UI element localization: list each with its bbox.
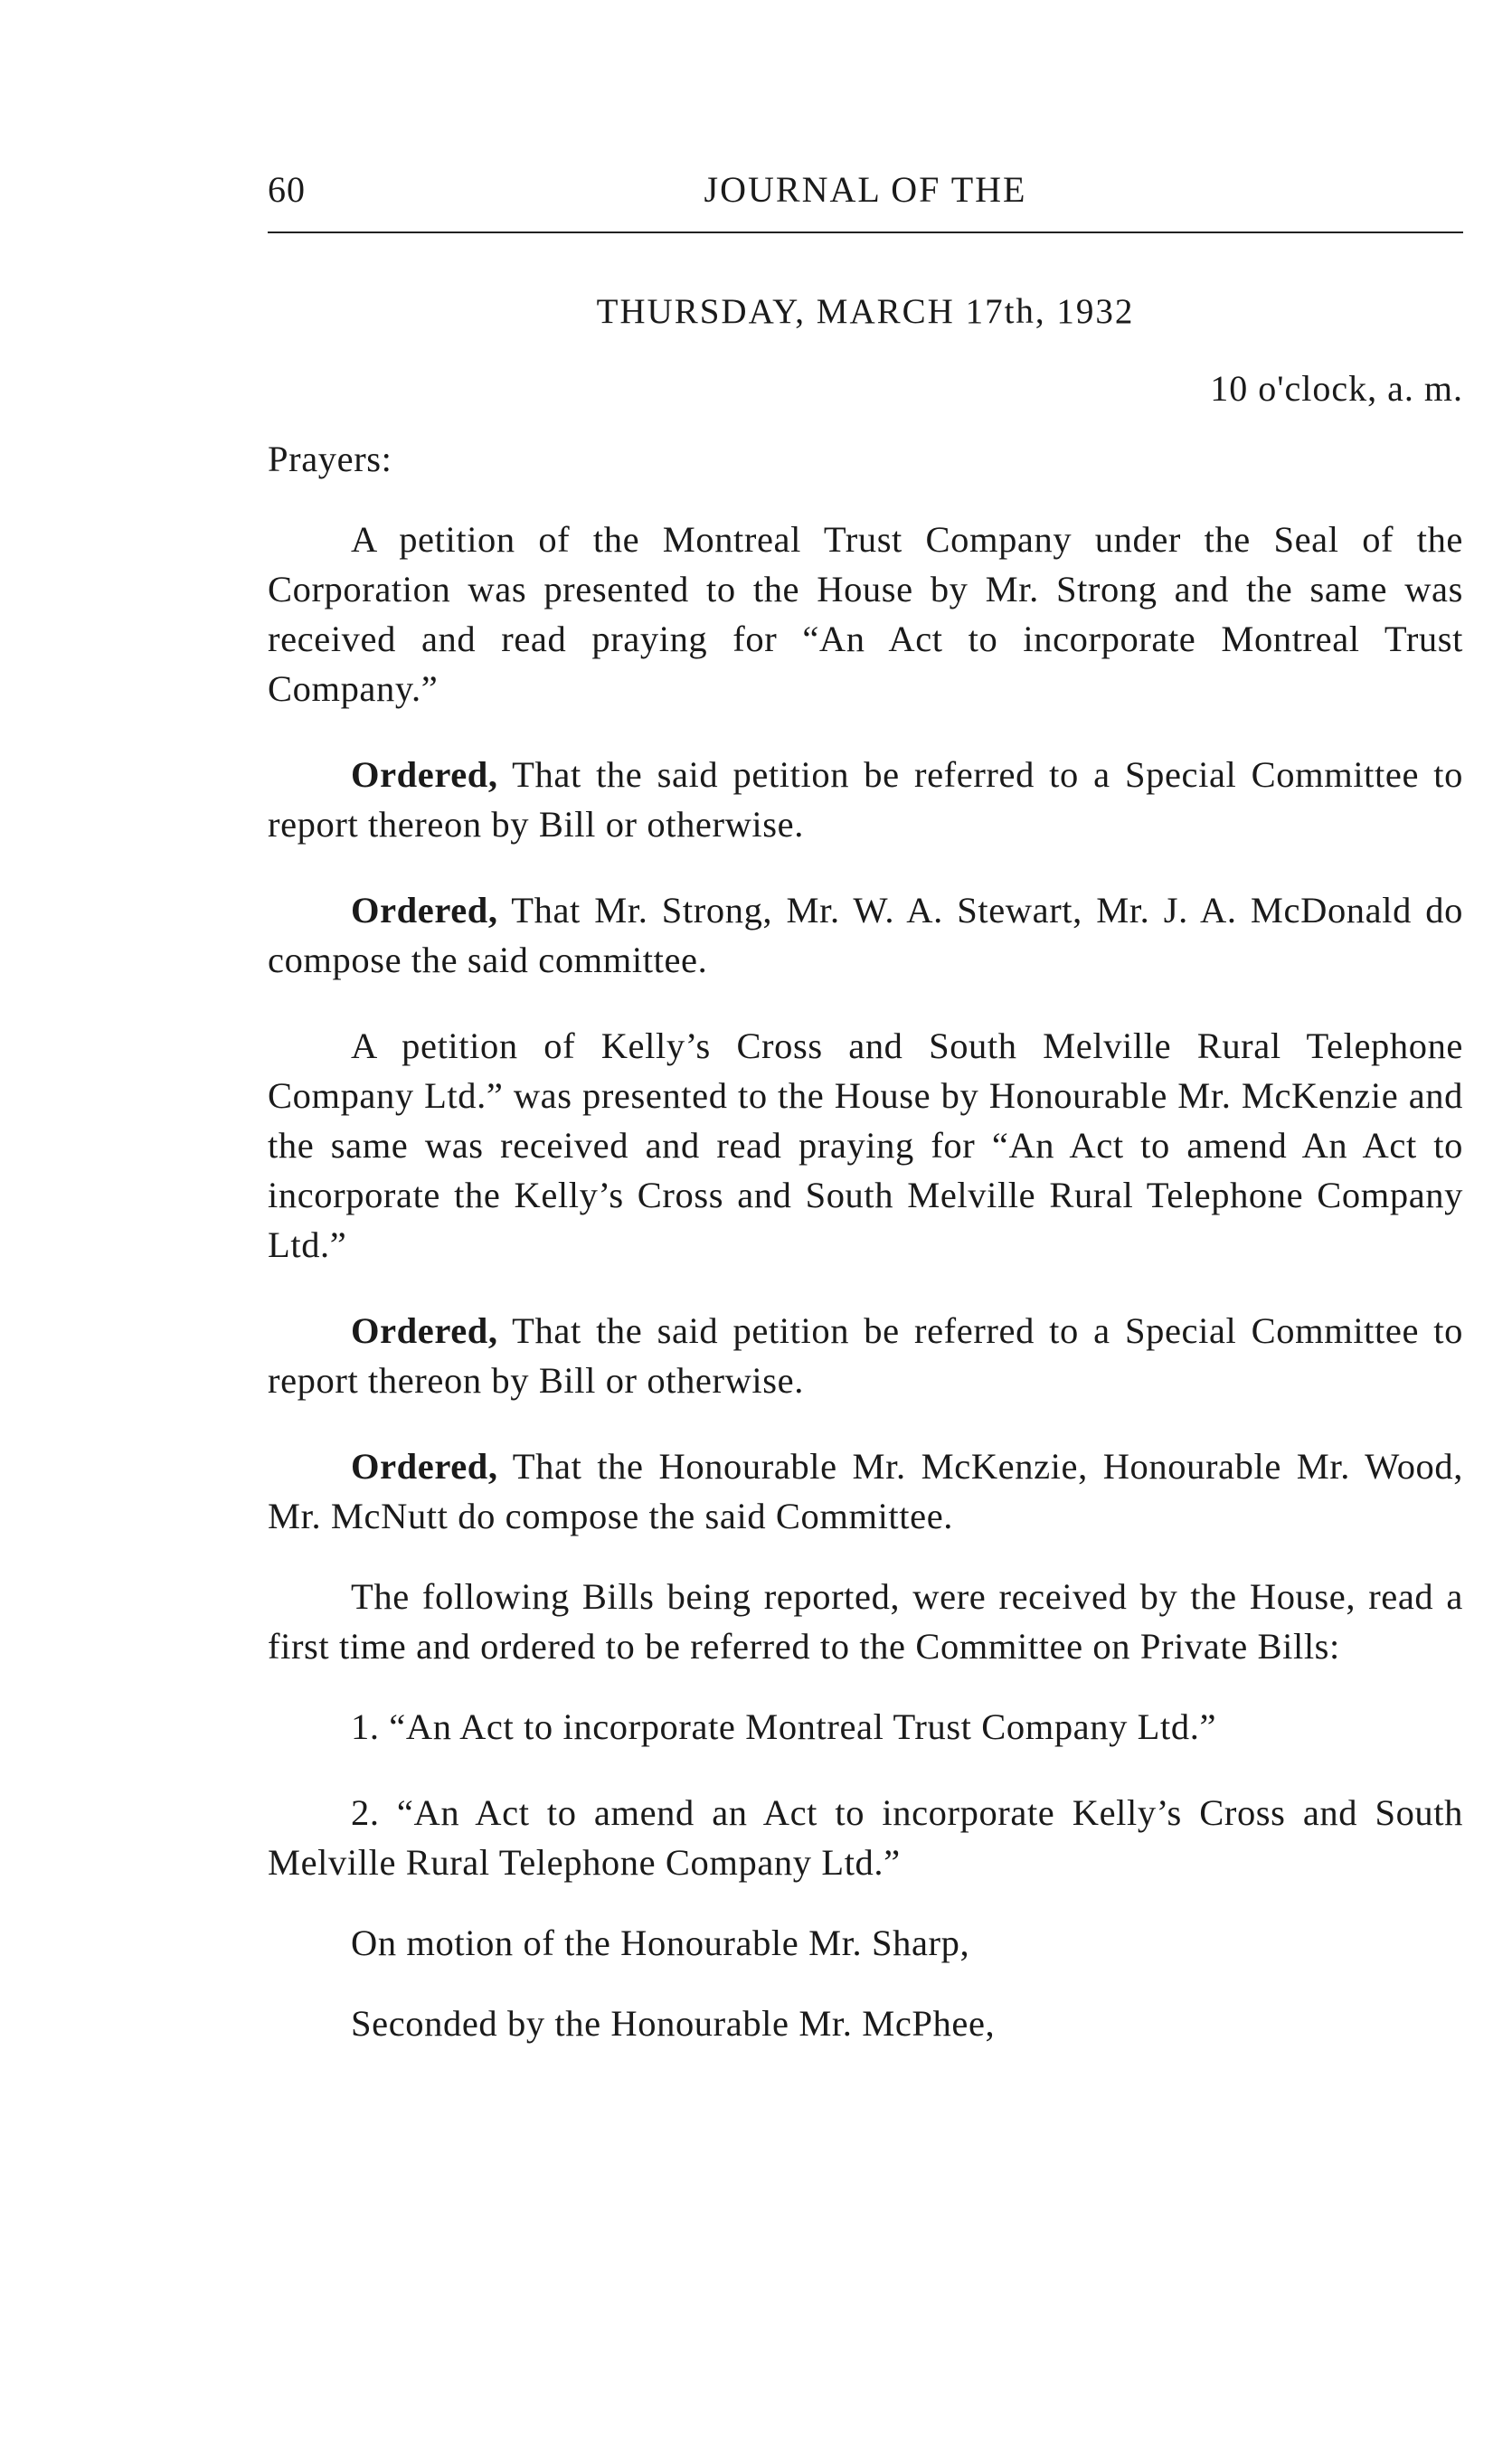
page-header [268, 168, 1463, 213]
ordered-label: Ordered, [351, 1310, 498, 1351]
ordered-label: Ordered, [351, 890, 498, 931]
paragraph-ordered-committee-1 [268, 885, 1463, 985]
paragraph-petition-montreal: A petition of the Montreal Trust Company under the Seal of the Corporation was presented to the House by Mr. Strong and the same was received and read praying for “An Act to incorporate Montreal Trust Company.” [268, 519, 1463, 709]
paragraph-ordered-committee-2 [268, 1441, 1463, 1541]
ordered-text: That the said petition be referred to a Special Committee to report thereon by Bill or otherwise. [268, 754, 1463, 845]
bill-item-2 [268, 1788, 1463, 1887]
bill-number: 1. [351, 1706, 380, 1747]
journal-body [268, 434, 1463, 2048]
paragraph-motion: On motion of the Honourable Mr. Sharp, [351, 1923, 970, 1963]
paragraph-bills-reported: The following Bills being reported, were received by the House, read a first time and ordered to be referred to the Committee on Private Bills: [268, 1576, 1463, 1667]
page-number: 60 [268, 169, 306, 210]
ordered-text: That the Honourable Mr. McKenzie, Honourable Mr. Wood, Mr. McNutt do compose the said Committee. [268, 1446, 1463, 1536]
bill-number: 2. [351, 1792, 380, 1833]
time-line: 10 o'clock, a. m. [1210, 368, 1463, 409]
prayers-heading: Prayers: [268, 439, 392, 479]
ordered-text: That the said petition be referred to a Special Committee to report thereon by Bill or otherwise. [268, 1310, 1463, 1401]
ordered-label: Ordered, [351, 754, 498, 795]
ordered-label: Ordered, [351, 1446, 498, 1487]
date-line: THURSDAY, MARCH 17th, 1932 [596, 292, 1135, 331]
bill-item-1 [268, 1702, 1463, 1752]
paragraph-ordered-referral-1 [268, 750, 1463, 849]
running-head: JOURNAL OF THE [704, 169, 1027, 210]
bill-title: “An Act to amend an Act to incorporate Kelly’s Cross and South Melville Rural Telephone Company Ltd.” [268, 1792, 1463, 1883]
bill-title: “An Act to incorporate Montreal Trust Company Ltd.” [379, 1706, 1217, 1747]
ordered-text: That Mr. Strong, Mr. W. A. Stewart, Mr. J. A. McDonald do compose the said committee. [268, 890, 1463, 980]
paragraph-petition-kellys-cross: A petition of Kelly’s Cross and South Melville Rural Telephone Company Ltd.” was presented to the House by Honourable Mr. McKenzie and the same was received and read praying for “An Act to amend An Act to incorporate the Kelly’s Cross and South Melville Rural Telephone Company Ltd.” [268, 1025, 1463, 1265]
paragraph-seconded: Seconded by the Honourable Mr. McPhee, [351, 2003, 996, 2044]
header-rule [268, 231, 1463, 233]
paragraph-ordered-referral-2 [268, 1306, 1463, 1405]
